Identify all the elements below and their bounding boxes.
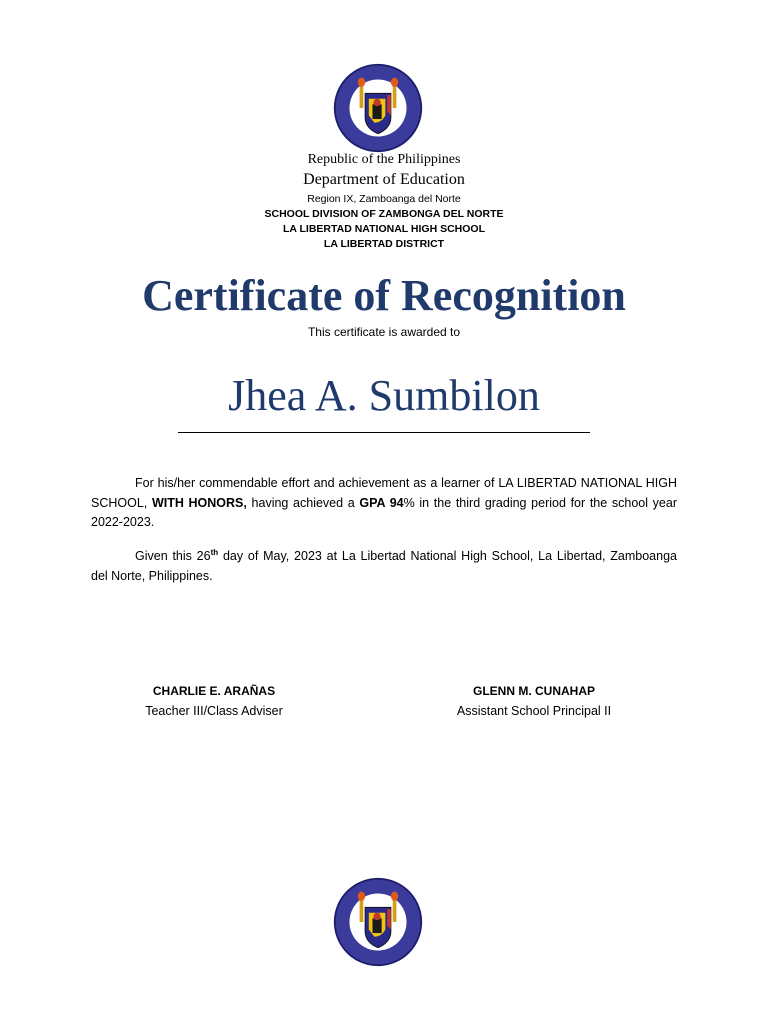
body-paragraph-2: [91, 547, 677, 586]
deped-seal-icon: [332, 876, 424, 968]
p2-text-b: day of May, 2023 at La Libertad National High School, La Libertad, Zamboanga del Norte, Philippines.: [91, 549, 677, 583]
body-paragraph-1: [91, 474, 677, 533]
region-line: Region IX, Zamboanga del Norte: [307, 193, 461, 205]
name-underline: [178, 432, 590, 433]
p1-text-a: For his/her commendable effort and achievement as a learner of LA LIBERTAD NATIONAL HIGH SCHOOL,: [91, 476, 677, 510]
header-block: [0, 151, 768, 252]
deped-seal-top: [332, 62, 424, 154]
department-line: Department of Education: [303, 171, 465, 188]
p1-text-c: % in the third grading period for the school year 2022-2023.: [91, 495, 677, 529]
awarded-to-line: This certificate is awarded to: [307, 325, 461, 339]
signatory-position: Teacher III/Class Adviser: [145, 704, 283, 718]
p1-text-b: having achieved a: [246, 495, 360, 510]
date-ordinal: th: [210, 547, 219, 557]
recipient-name: Jhea A. Sumbilon: [228, 371, 540, 420]
district-line: LA LIBERTAD DISTRICT: [323, 238, 445, 250]
signatory-adviser: [100, 681, 328, 721]
deped-seal-bottom: [332, 876, 424, 968]
gpa-value: GPA 94: [359, 495, 404, 510]
school-line: LA LIBERTAD NATIONAL HIGH SCHOOL: [282, 223, 486, 235]
signatory-name: CHARLIE E. ARAÑAS: [152, 684, 276, 698]
republic-line: Republic of the Philippines: [307, 152, 461, 167]
signatory-name: GLENN M. CUNAHAP: [473, 684, 595, 698]
division-line: SCHOOL DIVISION OF ZAMBONGA DEL NORTE: [264, 208, 504, 220]
with-honors: WITH HONORS,: [151, 495, 247, 510]
signatory-principal: [420, 681, 648, 721]
p2-text-a: Given this 26: [135, 549, 211, 563]
certificate-title: Certificate of Recognition: [142, 271, 626, 320]
signatory-position: Assistant School Principal II: [456, 704, 612, 718]
deped-seal-icon: [332, 62, 424, 154]
